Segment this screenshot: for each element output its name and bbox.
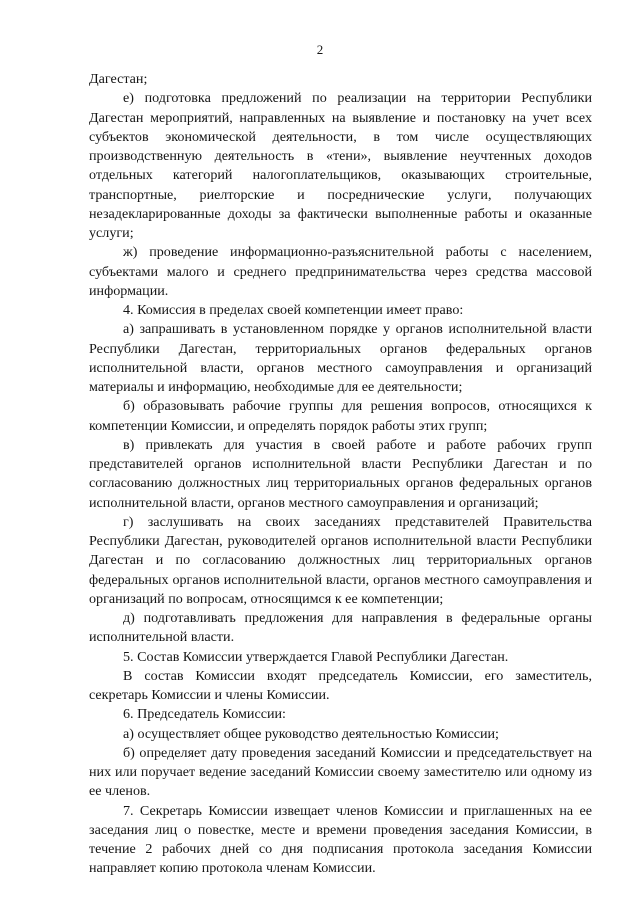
paragraph-item-d: д) подготавливать предложения для направления в федеральные органы исполнительной власти. <box>89 610 592 646</box>
paragraph-item-b: б) образовывать рабочие группы для решения вопросов, относящихся к компетенции Комиссии, и определять порядок работы этих групп; <box>89 398 592 434</box>
paragraph-item-a: а) запрашивать в установленном порядке у органов исполнительной власти Республики Дагестан, территориальных органов федеральных органов исполнительной власти, органов местного самоуправления и организаций материалы и информацию, необходимые для ее деятельности; <box>89 321 592 395</box>
paragraph-chair-item-b: б) определяет дату проведения заседаний Комиссии и председательствует на них или поручает ведение заседаний Комиссии своему заместителю или одному из ее членов. <box>89 744 592 800</box>
page-number: 2 <box>316 42 324 57</box>
paragraph-item-e: е) подготовка предложений по реализации на территории Республики Дагестан мероприятий, направленных на выявление и постановку на учет всех субъектов экономической деятельности, в том числе осуществляющих производственную деятельность в «тени», выявление неучтенных доходов отдельных категорий налогоплательщиков, оказывающих строительные, транспортные, риелторские и посреднические услуги, получающих незадекларированные доходы за фактически выполненные работы и оказанные услуги; <box>89 90 592 241</box>
paragraph-section-5: 5. Состав Комиссии утверждается Главой Республики Дагестан. <box>123 648 509 665</box>
paragraph-composition: В состав Комиссии входят председатель Комиссии, его заместитель, секретарь Комиссии и члены Комиссии. <box>89 667 592 703</box>
paragraph-section-4: 4. Комиссия в пределах своей компетенции имеет право: <box>123 302 464 318</box>
paragraph-item-v: в) привлекать для участия в своей работе и работе рабочих групп представителей органов исполнительной власти Республики Дагестан и по согласованию должностных лиц территориальных органов федеральных органов исполнительной власти, органов местного самоуправления и организаций; <box>89 436 592 511</box>
document-body <box>89 70 592 879</box>
paragraph-chair-item-a: а) осуществляет общее руководство деятельностью Комиссии; <box>123 725 499 742</box>
paragraph-section-7: 7. Секретарь Комиссии извещает членов Комиссии и приглашенных на ее заседания лиц о повестке, месте и времени проведения заседания Комиссии, в течение 2 рабочих дней со дня подписания протокола заседания Комиссии направляет копию протокола членам Комиссии. <box>89 802 592 877</box>
paragraph-item-zh: ж) проведение информационно-разъяснительной работы с населением, субъектами малого и среднего предпринимательства через средства массовой информации. <box>89 244 592 299</box>
paragraph-continuation: Дагестан; <box>89 71 148 87</box>
paragraph-item-g: г) заслушивать на своих заседаниях представителей Правительства Республики Дагестан, руководителей органов исполнительной власти Республики Дагестан и по согласованию должностных лиц территориальных органов федеральных органов исполнительной власти, органов местного самоуправления и организаций по вопросам, относящимся к ее компетенции; <box>89 513 592 607</box>
paragraph-section-6: 6. Председатель Комиссии: <box>123 706 286 723</box>
